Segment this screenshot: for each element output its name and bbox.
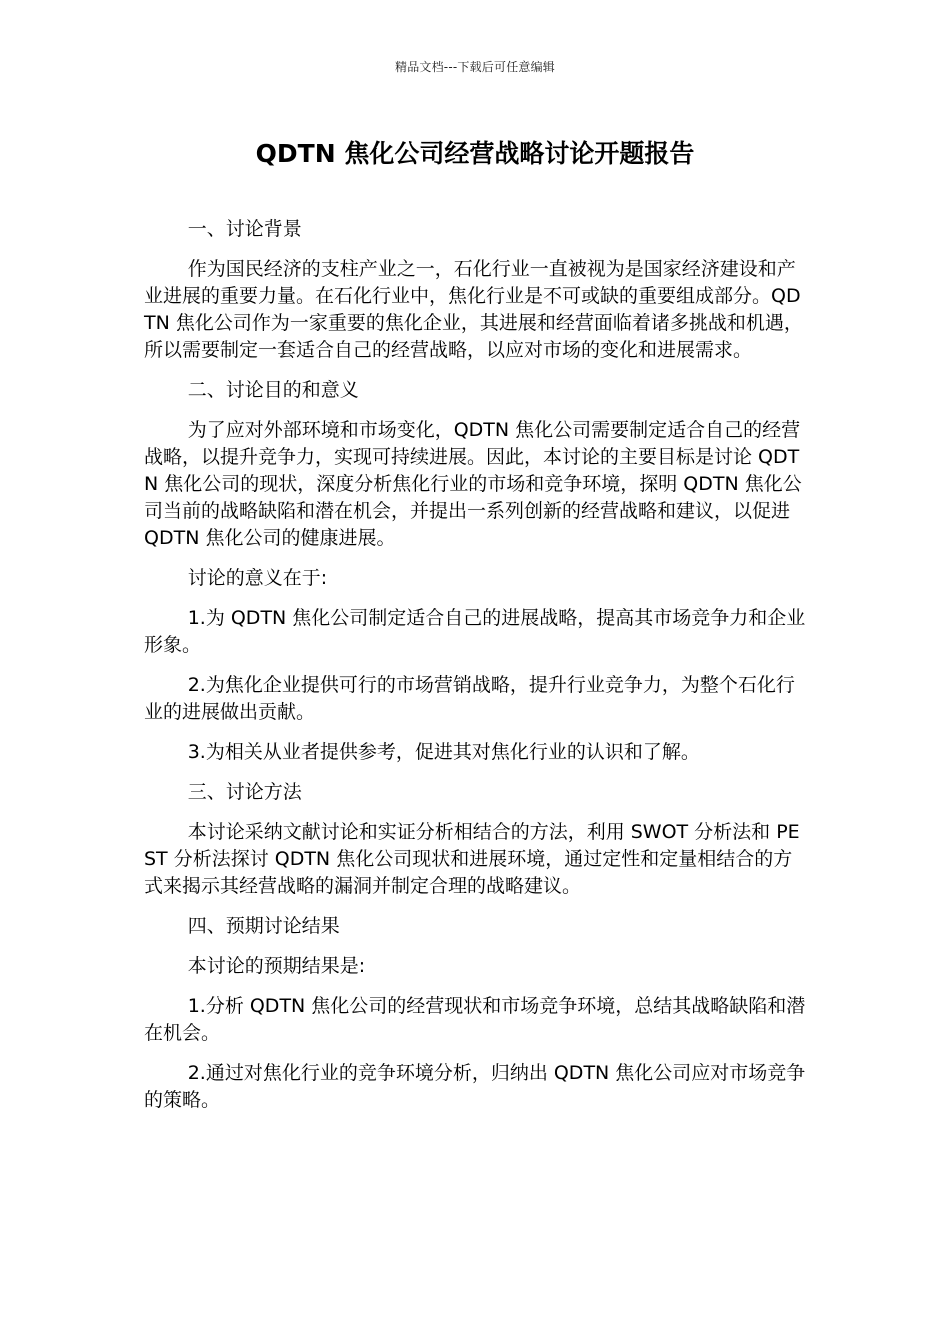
list-item-expected-2: 2.通过对焦化行业的竞争环境分析，归纳出 QDTN 焦化公司应对市场竞争的策略。 [144, 1062, 806, 1111]
paragraph-method: 本讨论采纳文献讨论和实证分析相结合的方法，利用 SWOT 分析法和 PEST 分析法探讨 QDTN 焦化公司现状和进展环境，通过定性和定量相结合的方式来揭示其经营战略的漏洞并制定合理的战略建议。 [144, 821, 800, 897]
paragraph-expected-intro: 本讨论的预期结果是: [187, 955, 366, 977]
section-heading-method: 三、讨论方法 [187, 781, 302, 803]
section-heading-background: 一、讨论背景 [187, 218, 302, 240]
section-heading-expected-results: 四、预期讨论结果 [187, 915, 340, 937]
list-item-significance-3: 3.为相关从业者提供参考，促进其对焦化行业的认识和了解。 [187, 741, 700, 763]
paragraph-purpose: 为了应对外部环境和市场变化，QDTN 焦化公司需要制定适合自己的经营战略，以提升竞争力，实现可持续进展。因此，本讨论的主要目标是讨论 QDTN 焦化公司的现状，深度分析焦化行业的市场和竞争环境，探明 QDTN 焦化公司当前的战略缺陷和潜在机会，并提出一系列创新的经营战略和建议，以促进 QDTN 焦化公司的健康进展。 [144, 419, 802, 549]
list-item-significance-1: 1.为 QDTN 焦化公司制定适合自己的进展战略，提高其市场竞争力和企业形象。 [144, 607, 806, 656]
paragraph-significance-intro: 讨论的意义在于: [187, 567, 328, 589]
list-item-expected-1: 1.分析 QDTN 焦化公司的经营现状和市场竞争环境，总结其战略缺陷和潜在机会。 [144, 995, 806, 1044]
document-body [144, 216, 806, 1127]
section-heading-purpose: 二、讨论目的和意义 [187, 379, 359, 401]
list-item-significance-2: 2.为焦化企业提供可行的市场营销战略，提升行业竞争力，为整个石化行业的进展做出贡献。 [144, 674, 795, 723]
paragraph-background: 作为国民经济的支柱产业之一，石化行业一直被视为是国家经济建设和产业进展的重要力量。在石化行业中，焦化行业是不可或缺的重要组成部分。QDTN 焦化公司作为一家重要的焦化企业，其进展和经营面临着诸多挑战和机遇，所以需要制定一套适合自己的经营战略，以应对市场的变化和进展需求。 [144, 258, 803, 361]
document-title: QDTN 焦化公司经营战略讨论开题报告 [255, 139, 695, 168]
header-note: 精品文档---下载后可任意编辑 [395, 60, 555, 74]
